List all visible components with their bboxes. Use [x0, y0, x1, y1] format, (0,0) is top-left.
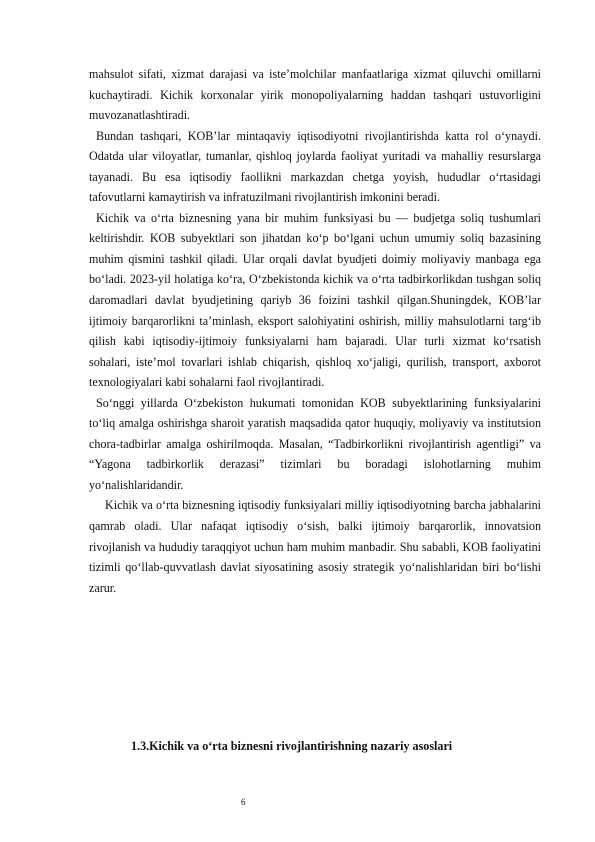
paragraph-4: So‘nggi yillarda O‘zbekiston hukumati tomonidan KOB subyektlarining funksiyalarini to‘liq amalga oshirishga sharoit yaratish maqsadida qator huquqiy, moliyaviy va institutsion chora-tadbirlar amalga oshirilmoqda. Masalan, “Tadbirkorlikni rivojlantirish agentligi” va “Yagona tadbirkorlik derazasi” tizimlari bu boradagi islohotlarning muhim yo‘nalishlaridandir. — [89, 395, 541, 492]
paragraph-2: Bundan tashqari, KOB’lar mintaqaviy iqtisodiyotni rivojlantirishda katta rol o‘ynaydi. Odatda ular viloyatlar, tumanlar, qishloq joylarda faoliyat yuritadi va mahalliy resurslarga tayanadi. Bu esa iqtisodiy faollikni markazdan chetga yoyish, hududlar o‘rtasidagi tafovutlarni kamaytirish va infratuzilmani rivojlantirish imkonini beradi. — [89, 128, 541, 205]
body-text — [89, 64, 541, 598]
paragraph-3: Kichik va o‘rta biznesning yana bir muhim funksiyasi bu — budjetga soliq tushumlari keltirishdir. KOB subyektlari son jihatdan ko‘p bo‘lgani uchun umumiy soliq bazasining muhim qismini tashkil qiladi. Ular orqali davlat byudjeti doimiy moliyaviy manbaga ega bo‘ladi. 2023-yil holatiga ko‘ra, O‘zbekistonda kichik va o‘rta tadbirkorlikdan tushgan soliq daromadlari davlat byudjetining qariyb 36 foizini tashkil qilgan.Shuningdek, KOB’lar ijtimoiy barqarorlikni ta’minlash, eksport salohiyatini oshirish, milliy mahsulotlarni targ‘ib qilish kabi iqtisodiy-ijtimoiy funksiyalarni ham bajaradi. Ular turli xizmat ko‘rsatish sohalari, iste’mol tovarlari ishlab chiqarish, qishloq xo‘jaligi, qurilish, transport, axborot texnologiyalari kabi sohalarni faol rivojlantiradi. — [89, 210, 541, 390]
section-title: 1.3.Kichik va o‘rta biznesni rivojlantirishning nazariy asoslari — [131, 739, 453, 753]
paragraph-5: Kichik va o‘rta biznesning iqtisodiy funksiyalari milliy iqtisodiyotning barcha jabhalarini qamrab oladi. Ular nafaqat iqtisodiy o‘sish, balki ijtimoiy barqarorlik, innovatsion rivojlanish va hududiy taraqqiyot uchun ham muhim manbadir. Shu sababli, KOB faoliyatini tizimli qo‘llab-quvvatlash davlat siyosatining asosiy strategik yo‘nalishlaridan biri bo‘lishi zarur. — [89, 498, 541, 595]
paragraph-1: mahsulot sifati, xizmat darajasi va iste’molchilar manfaatlariga xizmat qiluvchi omillarni kuchaytiradi. Kichik korxonalar yirik monopoliyalarning haddan tashqari ustuvorligini muvozanatlashtiradi. — [89, 67, 541, 123]
page-number: 6 — [241, 797, 246, 807]
